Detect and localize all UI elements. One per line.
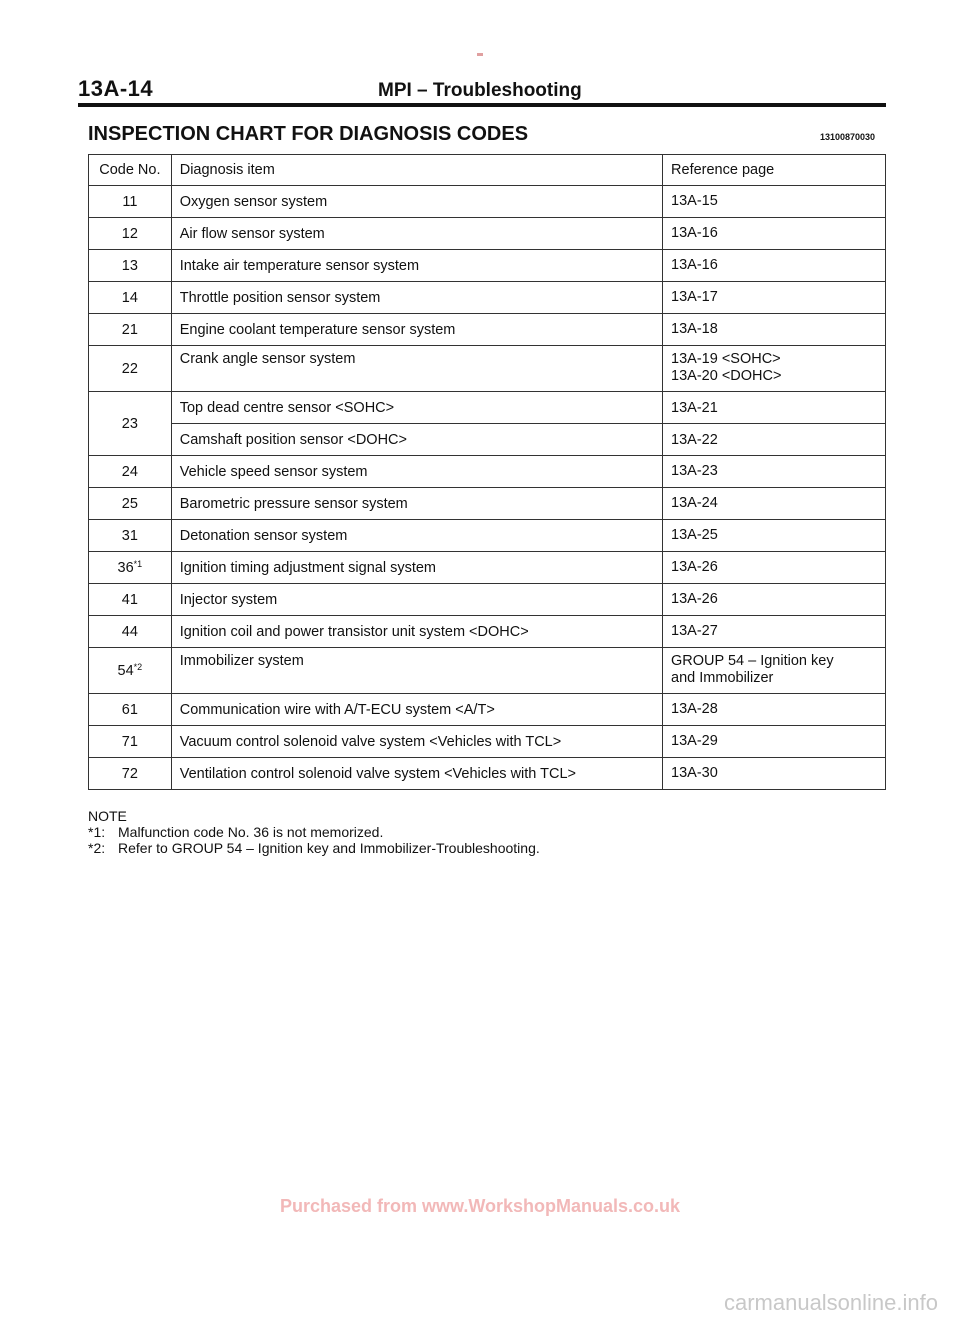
footnote-marker: *1 — [133, 559, 143, 569]
purchase-link[interactable]: Purchased from www.WorkshopManuals.co.uk — [279, 1196, 681, 1216]
diagnosis-item-cell: Ignition coil and power transistor unit system <DOHC> — [171, 616, 662, 648]
table-row — [89, 186, 886, 218]
code-number: 23 — [121, 415, 138, 432]
table-body — [89, 186, 886, 790]
reference-page-line: 13A-28 — [671, 701, 718, 717]
table-row — [89, 424, 886, 456]
table-row — [89, 648, 886, 694]
table-row — [89, 616, 886, 648]
reference-page-cell — [663, 520, 886, 552]
table-row — [89, 758, 886, 790]
table-row — [89, 694, 886, 726]
reference-page-line: 13A-27 — [671, 623, 718, 639]
reference-page-line: 13A-25 — [671, 527, 718, 543]
code-number: 11 — [122, 193, 138, 210]
code-number: 41 — [121, 591, 138, 608]
code-number: 13 — [121, 257, 138, 274]
reference-page-line: 13A-16 — [671, 257, 718, 273]
table-row — [89, 488, 886, 520]
diagnosis-item-cell: Vacuum control solenoid valve system <Vehicles with TCL> — [171, 726, 662, 758]
code-cell — [89, 488, 172, 520]
reference-page-cell — [663, 648, 886, 694]
reference-page-cell — [663, 314, 886, 346]
reference-page-cell — [663, 758, 886, 790]
code-cell — [89, 250, 172, 282]
chart-title: INSPECTION CHART FOR DIAGNOSIS CODES — [88, 123, 529, 145]
table-row — [89, 250, 886, 282]
note-text: Refer to GROUP 54 – Ignition key and Immobilizer-Troubleshooting. — [118, 840, 540, 856]
note-marker: *2: — [88, 840, 106, 856]
code-number: 14 — [121, 289, 138, 306]
table-row — [89, 520, 886, 552]
code-number: 44 — [121, 623, 138, 640]
code-cell — [89, 392, 172, 456]
reference-page-line: 13A-18 — [671, 321, 718, 337]
diagnosis-item-cell: Top dead centre sensor <SOHC> — [171, 392, 662, 424]
reference-page-cell — [663, 250, 886, 282]
code-cell — [89, 520, 172, 552]
reference-page-line: 13A-17 — [671, 289, 718, 305]
code-number: 12 — [121, 225, 138, 242]
code-number: 31 — [121, 527, 138, 544]
code-cell — [89, 648, 172, 694]
code-number: 71 — [121, 733, 138, 750]
reference-page-line: and Immobilizer — [671, 670, 774, 686]
note-item — [88, 824, 540, 840]
code-cell — [89, 726, 172, 758]
table-row — [89, 456, 886, 488]
reference-page-cell — [663, 552, 886, 584]
footnote-marker: *2 — [133, 662, 143, 672]
diagnosis-item-cell: Oxygen sensor system — [171, 186, 662, 218]
table-row — [89, 218, 886, 250]
code-number: 36 — [117, 560, 134, 576]
diagnosis-item-cell: Ventilation control solenoid valve system <Vehicles with TCL> — [171, 758, 662, 790]
code-cell — [89, 694, 172, 726]
column-header-code: Code No. — [89, 155, 172, 186]
code-cell — [89, 552, 172, 584]
code-cell — [89, 186, 172, 218]
reference-page-cell — [663, 186, 886, 218]
reference-page-line: GROUP 54 – Ignition key — [671, 653, 834, 669]
reference-page-cell — [663, 584, 886, 616]
code-cell — [89, 282, 172, 314]
code-cell — [89, 456, 172, 488]
reference-page-cell: 13A-21 — [663, 392, 886, 424]
reference-page-line: 13A-16 — [671, 225, 718, 241]
diagnosis-item-cell: Throttle position sensor system — [171, 282, 662, 314]
reference-page-line: 13A-26 — [671, 559, 718, 575]
code-number: 21 — [121, 321, 138, 338]
diagnosis-item-cell: Engine coolant temperature sensor system — [171, 314, 662, 346]
reference-page-line: 13A-26 — [671, 591, 718, 607]
diagnosis-item-cell: Intake air temperature sensor system — [171, 250, 662, 282]
reference-page-cell — [663, 282, 886, 314]
code-number: 54 — [117, 663, 134, 679]
note-marker: *1: — [88, 824, 106, 840]
diagnosis-item-cell: Detonation sensor system — [171, 520, 662, 552]
page-number: 13A-14 — [78, 76, 154, 101]
reference-page-cell — [663, 616, 886, 648]
diagnosis-codes-table — [88, 154, 886, 790]
header-rule — [78, 103, 886, 107]
reference-page-line: 13A-15 — [671, 193, 718, 209]
column-header-item: Diagnosis item — [171, 155, 662, 186]
diagnosis-item-cell: Camshaft position sensor <DOHC> — [171, 424, 662, 456]
scan-mark — [477, 53, 483, 56]
table-row — [89, 552, 886, 584]
reference-page-line: 13A-19 <SOHC> — [671, 351, 781, 367]
table-row — [89, 314, 886, 346]
code-number: 22 — [121, 360, 138, 377]
reference-page-cell — [663, 346, 886, 392]
diagnosis-item-cell: Ignition timing adjustment signal system — [171, 552, 662, 584]
table-row — [89, 584, 886, 616]
diagnosis-item-cell: Communication wire with A/T-ECU system <A/T> — [171, 694, 662, 726]
note-label: NOTE — [88, 808, 127, 824]
note-item — [88, 840, 540, 856]
table-row — [89, 392, 886, 424]
notes — [88, 808, 540, 856]
table-row — [89, 346, 886, 392]
reference-page-cell: 13A-22 — [663, 424, 886, 456]
diagnosis-item-cell: Air flow sensor system — [171, 218, 662, 250]
reference-page-cell — [663, 726, 886, 758]
code-number: 25 — [121, 495, 138, 512]
diagnosis-item-cell: Crank angle sensor system — [171, 346, 662, 392]
code-cell — [89, 584, 172, 616]
note-text: Malfunction code No. 36 is not memorized. — [118, 824, 384, 840]
code-cell — [89, 758, 172, 790]
column-header-reference: Reference page — [663, 155, 886, 186]
reference-page-line: 13A-20 <DOHC> — [671, 368, 782, 384]
reference-page-cell — [663, 218, 886, 250]
reference-page-line: 13A-24 — [671, 495, 718, 511]
code-number: 24 — [121, 463, 138, 480]
document-code: 13100870030 — [820, 132, 876, 142]
diagnosis-item-cell: Barometric pressure sensor system — [171, 488, 662, 520]
section-title: MPI – Troubleshooting — [378, 80, 582, 101]
table-row — [89, 726, 886, 758]
reference-page-cell — [663, 456, 886, 488]
code-cell — [89, 218, 172, 250]
code-cell — [89, 314, 172, 346]
reference-page-line: 13A-30 — [671, 765, 718, 781]
code-number: 72 — [121, 765, 138, 782]
site-watermark: carmanualsonline.info — [723, 1290, 938, 1315]
reference-page-line: 13A-29 — [671, 733, 718, 749]
table-row — [89, 282, 886, 314]
diagnosis-item-cell: Injector system — [171, 584, 662, 616]
diagnosis-item-cell: Vehicle speed sensor system — [171, 456, 662, 488]
diagnosis-item-cell: Immobilizer system — [171, 648, 662, 694]
code-number: 61 — [121, 701, 138, 718]
code-cell — [89, 616, 172, 648]
table-header-row — [89, 155, 886, 186]
reference-page-cell — [663, 694, 886, 726]
reference-page-cell — [663, 488, 886, 520]
code-cell — [89, 346, 172, 392]
reference-page-line: 13A-23 — [671, 463, 718, 479]
